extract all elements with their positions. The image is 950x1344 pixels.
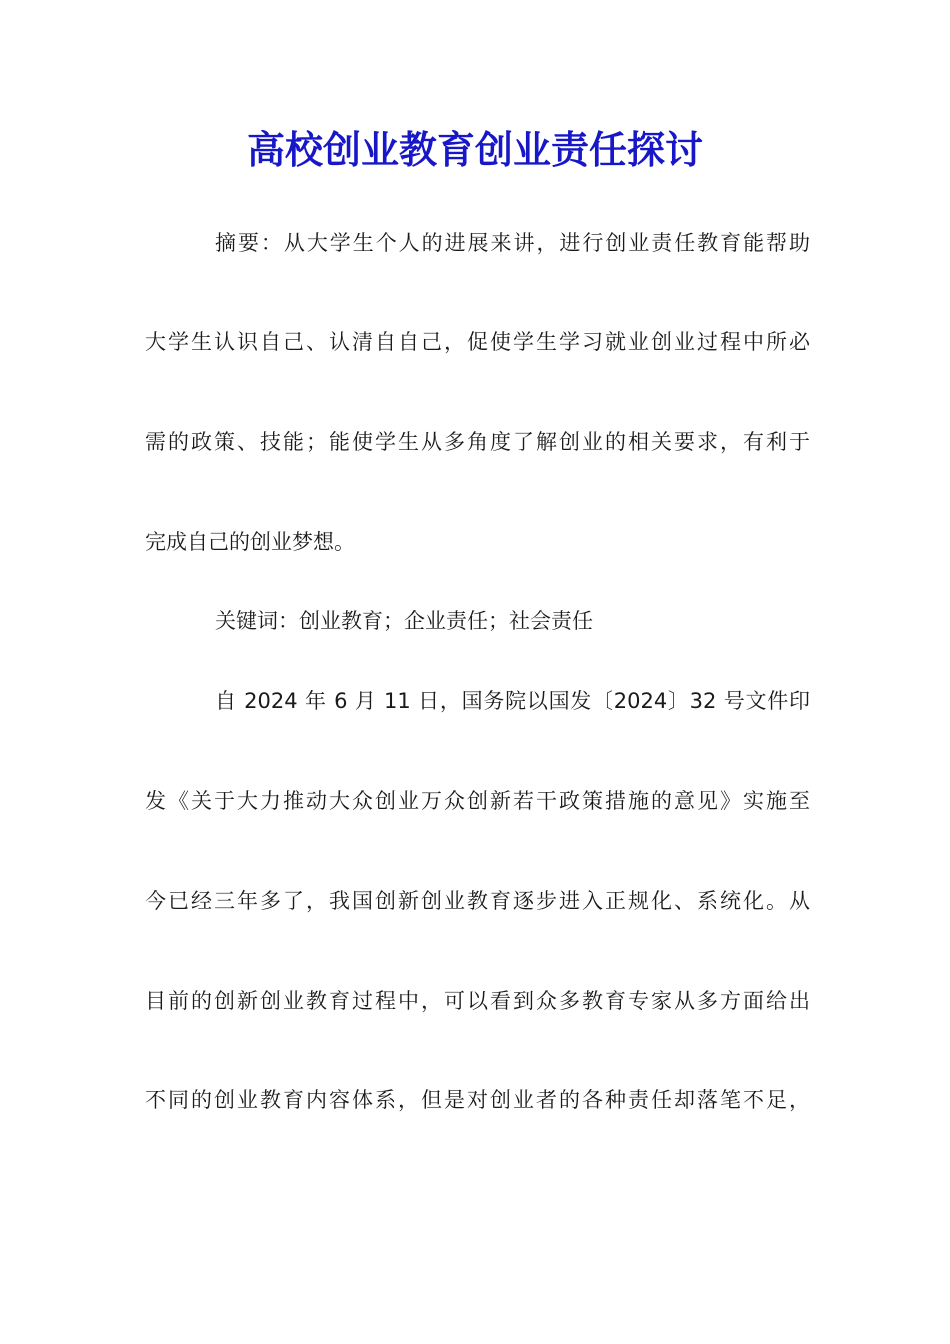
body-line-3: 今已经三年多了，我国创新创业教育逐步进入正规化、系统化。从: [145, 889, 810, 913]
body-line-2: 发《关于大力推动大众创业万众创新若干政策措施的意见》实施至: [145, 789, 810, 813]
abstract-line-1: 摘要：从大学生个人的进展来讲，进行创业责任教育能帮助: [215, 231, 810, 255]
body-line-1: 自 2024 年 6 月 11 日，国务院以国发〔2024〕32 号文件印: [215, 689, 810, 713]
abstract-line-4: 完成自己的创业梦想。: [145, 530, 355, 554]
abstract-line-3: 需的政策、技能；能使学生从多角度了解创业的相关要求，有利于: [145, 430, 810, 454]
document-title: 高校创业教育创业责任探讨: [246, 127, 703, 172]
body-line-4: 目前的创新创业教育过程中，可以看到众多教育专家从多方面给出: [145, 989, 810, 1013]
body-line-5: 不同的创业教育内容体系，但是对创业者的各种责任却落笔不足，: [145, 1088, 810, 1112]
keywords-line: 关键词：创业教育；企业责任；社会责任: [215, 609, 593, 633]
abstract-line-2: 大学生认识自己、认清自自己，促使学生学习就业创业过程中所必: [145, 330, 810, 354]
